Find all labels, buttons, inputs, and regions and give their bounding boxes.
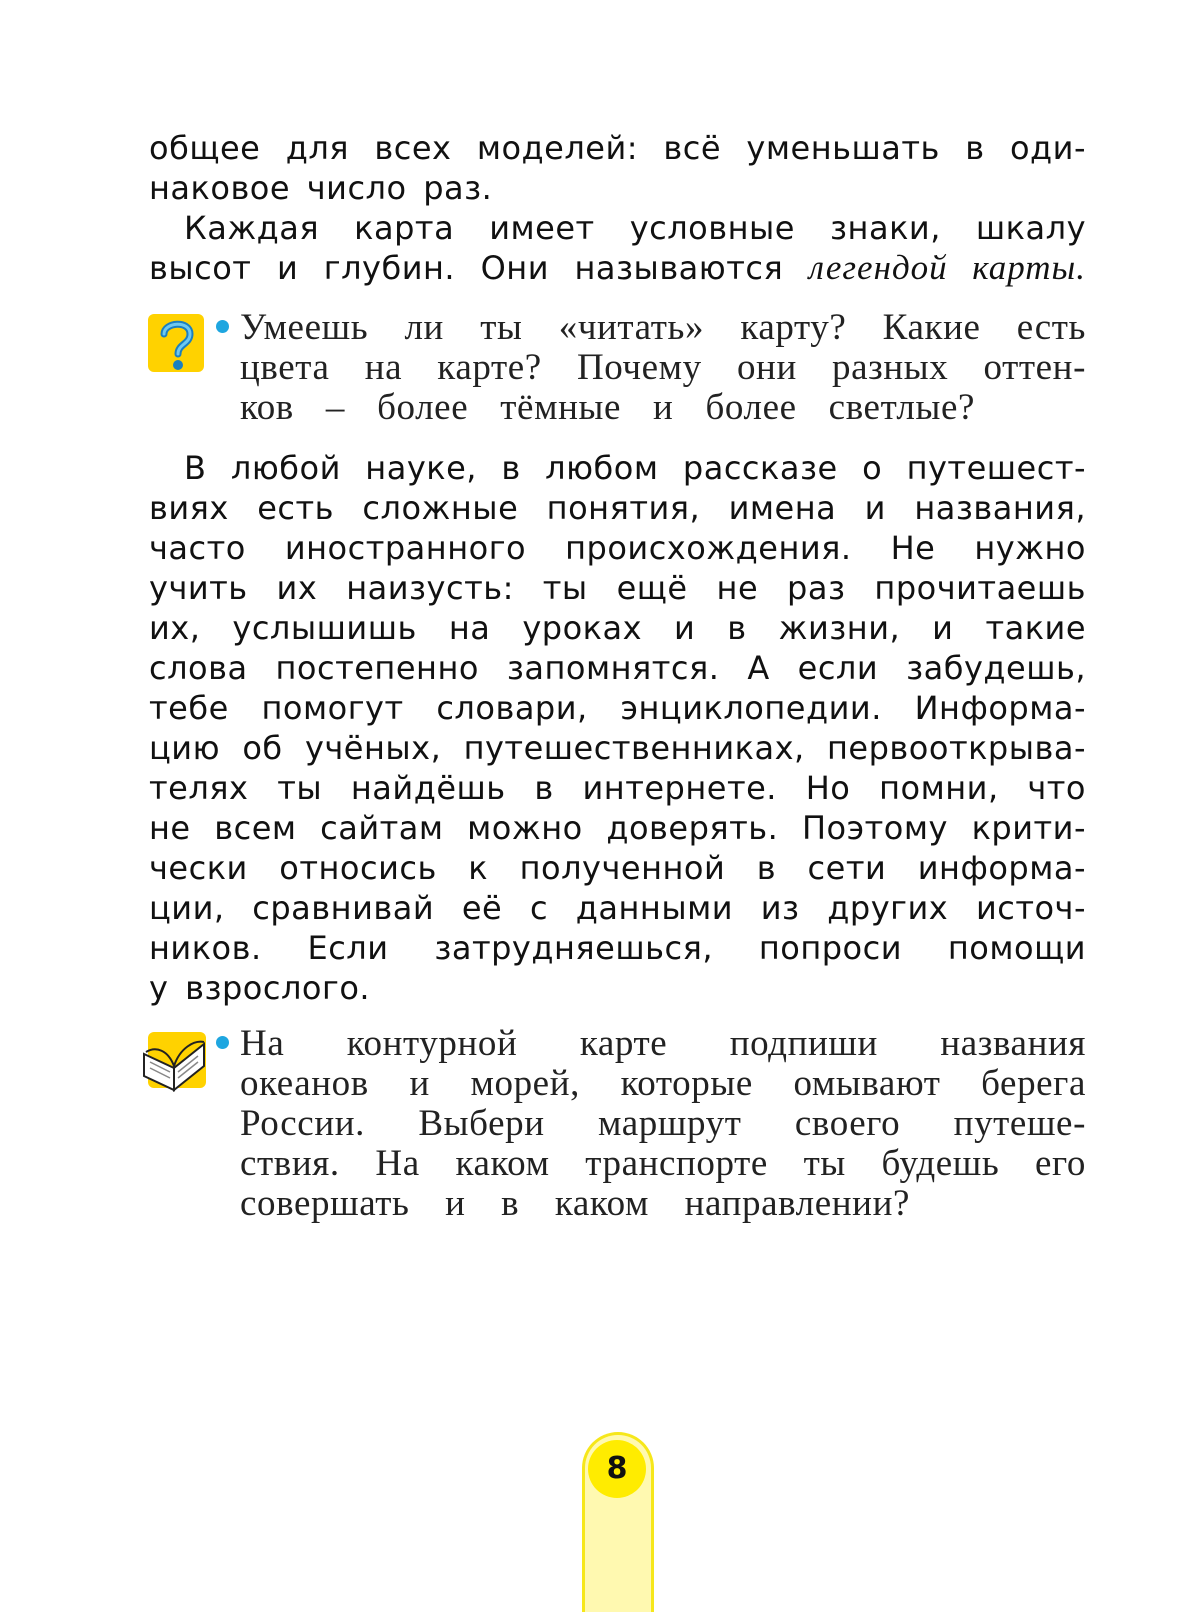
text-line: их, услышишь на уроках и в жизни, и такие bbox=[149, 609, 1086, 647]
paragraph-models bbox=[149, 128, 1086, 208]
text-line: общее для всех моделей: всё уменьшать в оди- bbox=[149, 129, 1086, 167]
bullet-dot bbox=[216, 320, 229, 333]
text-line: ков – более тёмные и более светлые? bbox=[240, 387, 975, 428]
text-line: наковое число раз. bbox=[149, 169, 493, 207]
text-line: у взрослого. bbox=[149, 969, 371, 1007]
text-line: ников. Если затрудняешься, попроси помощи bbox=[149, 929, 1086, 967]
page-number: 8 bbox=[588, 1440, 646, 1498]
text-line: учить их наизусть: ты ещё не раз прочитаешь bbox=[149, 569, 1086, 607]
text-line: Умеешь ли ты «читать» карту? Какие есть bbox=[240, 307, 1086, 348]
question-icon bbox=[146, 312, 206, 374]
bullet-dot bbox=[216, 1036, 229, 1049]
legend-term: легендой карты. bbox=[808, 248, 1086, 287]
text-line: ствия. На каком транспорте ты будешь его bbox=[240, 1143, 1086, 1184]
text-line: В любой науке, в любом рассказе о путешест- bbox=[184, 449, 1086, 487]
text-line: телях ты найдёшь в интернете. Но помни, что bbox=[149, 769, 1086, 807]
text-line: совершать и в каком направлении? bbox=[240, 1183, 910, 1224]
text-line: не всем сайтам можно доверять. Поэтому крити- bbox=[149, 809, 1086, 847]
open-book-icon bbox=[138, 1026, 212, 1092]
text-line bbox=[149, 248, 1086, 288]
text-line: слова постепенно запомнятся. А если забудешь, bbox=[149, 649, 1086, 687]
text-line: тебе помогут словари, энциклопедии. Информа- bbox=[149, 689, 1086, 727]
book-task-text bbox=[240, 1024, 1086, 1224]
text-line: цию об учёных, путешественниках, первооткрыва- bbox=[149, 729, 1086, 767]
question-task-text bbox=[240, 308, 1086, 428]
text-line: часто иностранного происхождения. Не нужно bbox=[149, 529, 1086, 567]
paragraph-legend bbox=[149, 208, 1086, 288]
text-line: чески относись к полученной в сети информа- bbox=[149, 849, 1086, 887]
text-line: Каждая карта имеет условные знаки, шкалу bbox=[184, 209, 1086, 247]
text-line: цвета на карте? Почему они разных оттен- bbox=[240, 347, 1086, 388]
text-line: ции, сравнивай её с данными из других источ- bbox=[149, 889, 1086, 927]
text-line: океанов и морей, которые омывают берега bbox=[240, 1063, 1086, 1104]
text-line: России. Выбери маршрут своего путеше- bbox=[240, 1103, 1086, 1144]
text-fragment: высот и глубин. Они называются bbox=[149, 249, 784, 287]
text-line: На контурной карте подпиши названия bbox=[240, 1023, 1086, 1064]
paragraph-terms bbox=[149, 448, 1086, 1008]
text-line: виях есть сложные понятия, имена и названия, bbox=[149, 489, 1086, 527]
